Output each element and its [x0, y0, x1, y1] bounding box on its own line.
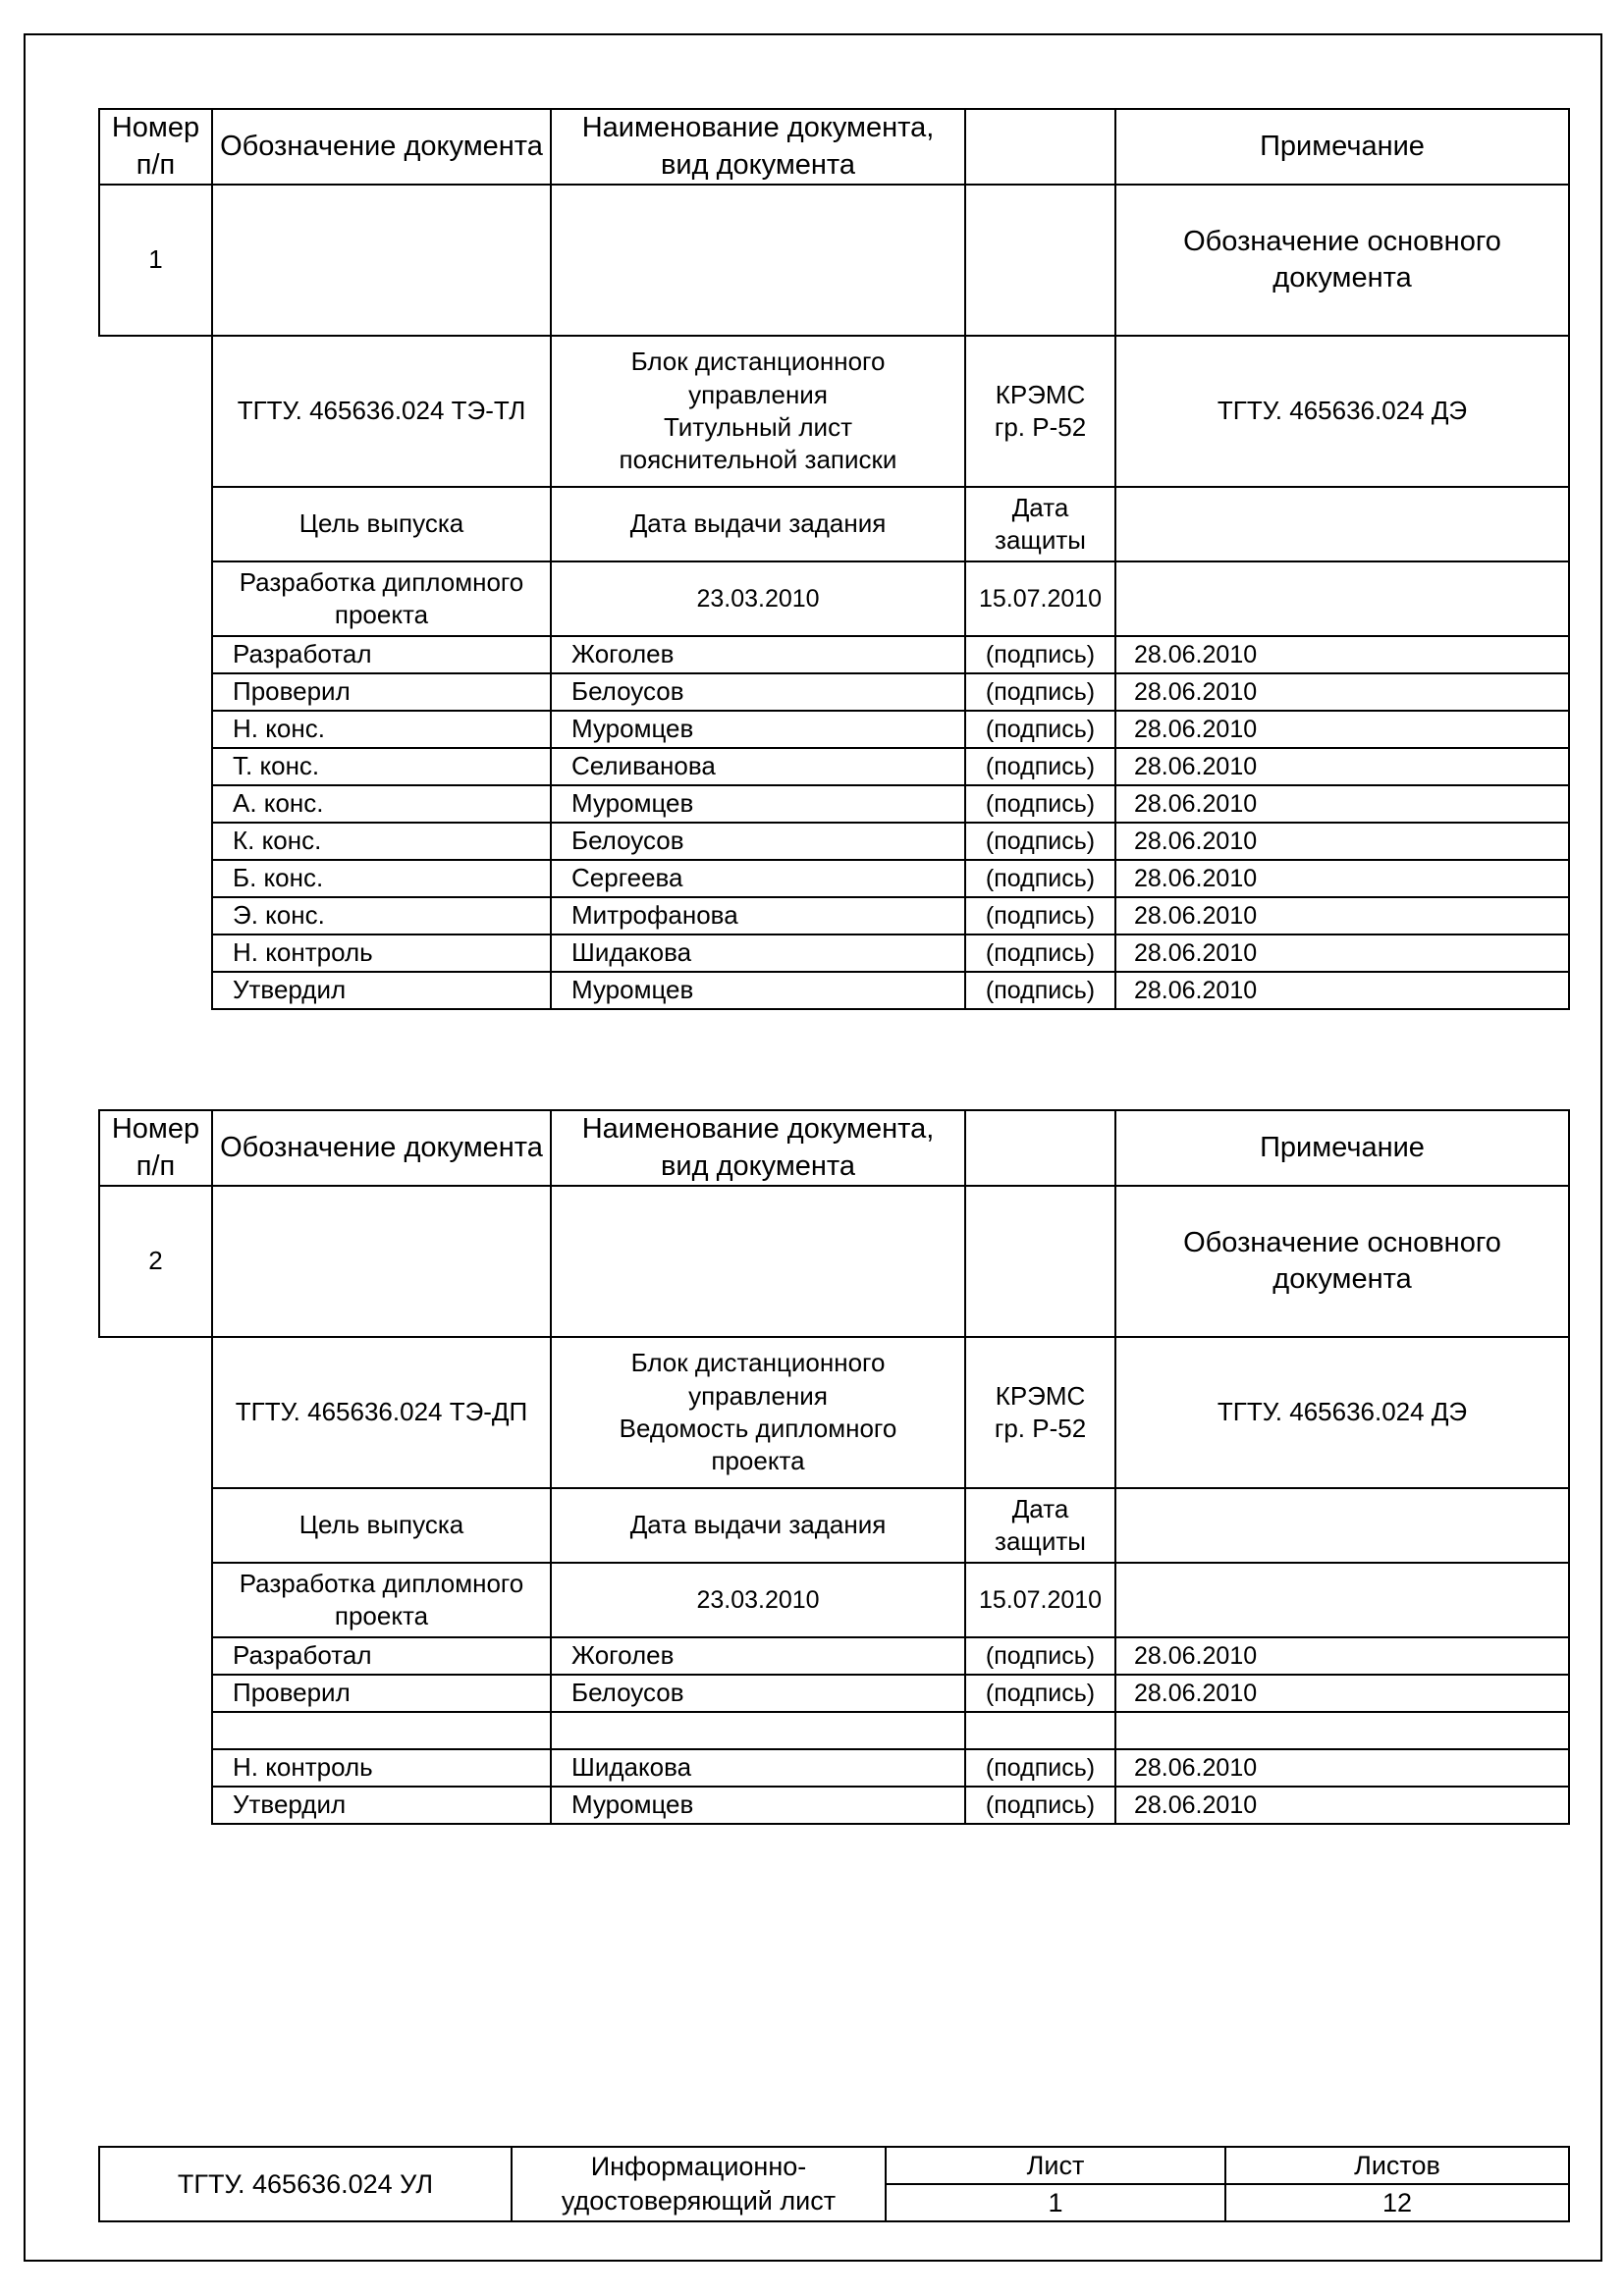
signature-row	[99, 748, 1569, 785]
signature-sign: (подпись)	[965, 972, 1115, 1009]
signature-row	[99, 673, 1569, 711]
defense-date-header: Дата защиты	[965, 487, 1115, 561]
title-block	[98, 2146, 1570, 2222]
signature-row	[99, 1787, 1569, 1824]
signature-sign: (подпись)	[965, 860, 1115, 897]
stamp-title: Информационно- удостоверяющий лист	[512, 2147, 886, 2221]
signature-sign: (подпись)	[965, 934, 1115, 972]
empty-cell	[1115, 487, 1569, 561]
main-doc-note: Обозначение основного документа	[1115, 185, 1569, 336]
purpose-row	[99, 561, 1569, 636]
signature-date: 28.06.2010	[1115, 1749, 1569, 1787]
signature-name: Белоусов	[551, 1675, 965, 1712]
header-note: Примечание	[1115, 1110, 1569, 1186]
purpose-row	[99, 1563, 1569, 1637]
signature-name: Митрофанова	[551, 897, 965, 934]
number-row	[99, 185, 1569, 336]
empty-cell	[212, 1186, 551, 1337]
doc-group: КРЭМС гр. Р-52	[965, 1337, 1115, 1488]
signature-role: Проверил	[212, 1675, 551, 1712]
empty-cell	[1115, 561, 1569, 636]
signature-sign: (подпись)	[965, 897, 1115, 934]
header-row	[99, 109, 1569, 185]
empty-cell	[551, 1186, 965, 1337]
signature-row	[99, 897, 1569, 934]
signature-row	[99, 860, 1569, 897]
document-table-2	[98, 1109, 1570, 1825]
purpose-header-row	[99, 1488, 1569, 1563]
signature-sign: (подпись)	[965, 1637, 1115, 1675]
signature-date: 28.06.2010	[1115, 1787, 1569, 1824]
stamp-sheets-total: 12	[1225, 2184, 1569, 2221]
signature-row	[99, 823, 1569, 860]
signature-date: 28.06.2010	[1115, 1637, 1569, 1675]
header-name: Наименование документа, вид документа	[551, 1110, 965, 1186]
signature-role: Э. конс.	[212, 897, 551, 934]
signature-sign: (подпись)	[965, 636, 1115, 673]
purpose-value: Разработка дипломного проекта	[212, 1563, 551, 1637]
signature-date: 28.06.2010	[1115, 711, 1569, 748]
header-note: Примечание	[1115, 109, 1569, 185]
empty-cell	[551, 185, 965, 336]
purpose-header-row	[99, 487, 1569, 561]
signature-name: Белоусов	[551, 673, 965, 711]
header-designation: Обозначение документа	[212, 1110, 551, 1186]
header-extra	[965, 109, 1115, 185]
doc-designation: ТГТУ. 465636.024 ТЭ-ТЛ	[212, 336, 551, 487]
signature-role: Т. конс.	[212, 748, 551, 785]
signature-name: Шидакова	[551, 1749, 965, 1787]
signature-name: Муромцев	[551, 711, 965, 748]
signature-name: Селиванова	[551, 748, 965, 785]
header-extra	[965, 1110, 1115, 1186]
signature-name: Муромцев	[551, 972, 965, 1009]
issue-date-value: 23.03.2010	[551, 561, 965, 636]
row-number: 1	[99, 185, 212, 336]
signature-role: Разработал	[212, 1637, 551, 1675]
signature-date	[1115, 1712, 1569, 1749]
issue-date-header: Дата выдачи задания	[551, 487, 965, 561]
signature-name: Жоголев	[551, 1637, 965, 1675]
issue-date-value: 23.03.2010	[551, 1563, 965, 1637]
doc-group: КРЭМС гр. Р-52	[965, 336, 1115, 487]
main-doc-note: Обозначение основного документа	[1115, 1186, 1569, 1337]
empty-cell	[1115, 1563, 1569, 1637]
signature-role: Н. конс.	[212, 711, 551, 748]
signature-role: Проверил	[212, 673, 551, 711]
signature-row	[99, 1637, 1569, 1675]
purpose-header: Цель выпуска	[212, 487, 551, 561]
signature-date: 28.06.2010	[1115, 860, 1569, 897]
doc-name: Блок дистанционного управления Ведомость дипломного проекта	[551, 1337, 965, 1488]
header-designation: Обозначение документа	[212, 109, 551, 185]
signature-sign	[965, 1712, 1115, 1749]
empty-cell	[965, 185, 1115, 336]
header-num: Номер п/п	[99, 1110, 212, 1186]
signature-role: Н. контроль	[212, 934, 551, 972]
signature-sign: (подпись)	[965, 1675, 1115, 1712]
signature-sign: (подпись)	[965, 1749, 1115, 1787]
signature-sign: (подпись)	[965, 711, 1115, 748]
purpose-value: Разработка дипломного проекта	[212, 561, 551, 636]
signature-role: К. конс.	[212, 823, 551, 860]
purpose-header: Цель выпуска	[212, 1488, 551, 1563]
signature-sign: (подпись)	[965, 1787, 1115, 1824]
signature-row	[99, 636, 1569, 673]
defense-date-value: 15.07.2010	[965, 1563, 1115, 1637]
signature-date: 28.06.2010	[1115, 823, 1569, 860]
empty-cell	[1115, 1488, 1569, 1563]
doc-main-designation: ТГТУ. 465636.024 ДЭ	[1115, 1337, 1569, 1488]
signature-row	[99, 934, 1569, 972]
defense-date-value: 15.07.2010	[965, 561, 1115, 636]
signature-name: Муромцев	[551, 1787, 965, 1824]
signature-role: Разработал	[212, 636, 551, 673]
signature-row	[99, 972, 1569, 1009]
header-num: Номер п/п	[99, 109, 212, 185]
issue-date-header: Дата выдачи задания	[551, 1488, 965, 1563]
defense-date-header: Дата защиты	[965, 1488, 1115, 1563]
signature-role	[212, 1712, 551, 1749]
title-block-row	[99, 2147, 1569, 2184]
signature-date: 28.06.2010	[1115, 636, 1569, 673]
signature-name: Белоусов	[551, 823, 965, 860]
signature-role: Утвердил	[212, 972, 551, 1009]
stamp-sheet-label: Лист	[886, 2147, 1225, 2184]
signature-sign: (подпись)	[965, 785, 1115, 823]
signature-role: Б. конс.	[212, 860, 551, 897]
signature-role: А. конс.	[212, 785, 551, 823]
signature-row	[99, 711, 1569, 748]
signature-row	[99, 1749, 1569, 1787]
signature-sign: (подпись)	[965, 673, 1115, 711]
row-number: 2	[99, 1186, 212, 1337]
empty-cell	[212, 185, 551, 336]
signature-date: 28.06.2010	[1115, 972, 1569, 1009]
signature-row	[99, 1675, 1569, 1712]
document-row	[99, 336, 1569, 487]
signature-date: 28.06.2010	[1115, 785, 1569, 823]
number-row	[99, 1186, 1569, 1337]
signature-date: 28.06.2010	[1115, 748, 1569, 785]
signature-date: 28.06.2010	[1115, 1675, 1569, 1712]
signature-name: Сергеева	[551, 860, 965, 897]
signature-name	[551, 1712, 965, 1749]
signature-date: 28.06.2010	[1115, 673, 1569, 711]
stamp-designation: ТГТУ. 465636.024 УЛ	[99, 2147, 512, 2221]
signature-row	[99, 785, 1569, 823]
signature-role: Н. контроль	[212, 1749, 551, 1787]
signature-date: 28.06.2010	[1115, 934, 1569, 972]
empty-cell	[965, 1186, 1115, 1337]
signature-sign: (подпись)	[965, 748, 1115, 785]
signature-name: Шидакова	[551, 934, 965, 972]
signature-name: Муромцев	[551, 785, 965, 823]
doc-name: Блок дистанционного управления Титульный лист пояснительной записки	[551, 336, 965, 487]
doc-designation: ТГТУ. 465636.024 ТЭ-ДП	[212, 1337, 551, 1488]
stamp-sheets-label: Листов	[1225, 2147, 1569, 2184]
signature-role: Утвердил	[212, 1787, 551, 1824]
header-name: Наименование документа, вид документа	[551, 109, 965, 185]
document-row	[99, 1337, 1569, 1488]
stamp-sheet-number: 1	[886, 2184, 1225, 2221]
header-row	[99, 1110, 1569, 1186]
document-table-1	[98, 108, 1570, 1010]
signature-name: Жоголев	[551, 636, 965, 673]
signature-date: 28.06.2010	[1115, 897, 1569, 934]
doc-main-designation: ТГТУ. 465636.024 ДЭ	[1115, 336, 1569, 487]
signature-sign: (подпись)	[965, 823, 1115, 860]
signature-row	[99, 1712, 1569, 1749]
